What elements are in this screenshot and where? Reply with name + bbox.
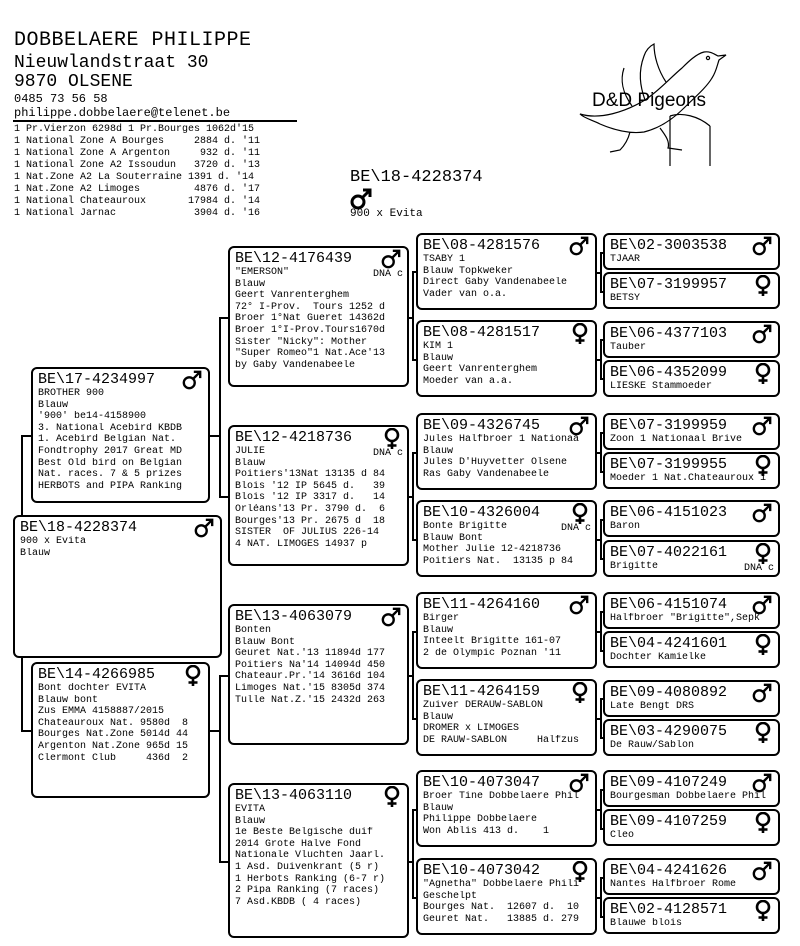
ring-number: BE\04-4241601 (610, 635, 728, 652)
info-line: Birger (423, 613, 460, 624)
info-line: Blauw (423, 352, 454, 364)
info-line: Inteelt Brigitte 161-07 (423, 636, 562, 648)
info-line: Orléans'13 Pr. 3790 d. 6 (235, 503, 386, 515)
info-line: Blauw (235, 457, 266, 469)
connector-line (600, 252, 602, 291)
info-line: Bonten (235, 625, 272, 636)
ring-number: BE\08-4281517 (423, 324, 541, 341)
connector-line (409, 317, 412, 319)
info-line: Vader van o.a. (423, 288, 508, 300)
logo-text: D&D Pigeons (592, 90, 707, 111)
pedigree-box-ffm (416, 320, 597, 397)
pedigree-box-fmmf (603, 500, 780, 537)
ring-number: BE\17-4234997 (38, 371, 156, 388)
info-line: Dochter Kamielke (610, 652, 707, 663)
info-line: Blauw (20, 547, 51, 559)
info-line: Nationale Vluchten Jaarl. (235, 850, 386, 862)
pedigree-box-mmfm (603, 809, 780, 846)
male-icon (752, 236, 772, 256)
connector-line (210, 435, 219, 437)
connector-line (597, 631, 600, 633)
male-icon (752, 324, 772, 344)
ring-number: BE\09-4326745 (423, 417, 541, 434)
owner-name: DOBBELAERE PHILIPPE (14, 29, 252, 52)
achievement-item: 1 National Zone A2 Issoudun 3720 d. '13 (14, 160, 261, 171)
info-line: 3. National Acebird KBDB (38, 422, 183, 434)
achievement-item: 1 Pr.Vierzon 6298d 1 Pr.Bourges 1062d'15 (14, 124, 255, 135)
pedigree-box-ffmf (603, 321, 780, 358)
female-icon (571, 682, 589, 704)
pedigree-box-ffff (603, 233, 780, 270)
pedigree-box-mfmf (603, 680, 780, 717)
pedigree-box-mfm (416, 679, 597, 756)
dna-badge: DNA c (372, 448, 403, 459)
info-line: Nantes Halfbroer Rome (610, 879, 737, 890)
connector-line (600, 789, 602, 828)
info-line: Poitiers Na'14 14094d 450 (235, 659, 386, 671)
ring-number: BE\07-3199957 (610, 276, 728, 293)
info-line: Direct Gaby Vandenabeele (423, 277, 568, 289)
connector-line (600, 339, 602, 378)
info-line: Blauw (423, 624, 454, 636)
male-icon (752, 416, 772, 436)
connector-line (21, 435, 31, 437)
ring-number: BE\12-4218736 (235, 429, 353, 446)
info-line: Halfbroer "Brigitte",Sepk (610, 613, 761, 624)
pedigree-box-fff (416, 233, 597, 310)
info-line: Bonte Brigitte (423, 521, 508, 532)
pedigree-box-mffm (603, 631, 780, 668)
ring-number: BE\10-4326004 (423, 504, 541, 521)
info-line: 900 x Evita (20, 536, 87, 547)
pedigree-box-fm (228, 425, 409, 566)
ring-number: BE\09-4107249 (610, 774, 728, 791)
owner-email: philippe.dobbelaere@telenet.be (14, 106, 231, 120)
dna-badge: DNA c (560, 523, 591, 534)
female-icon (754, 363, 772, 385)
info-line: Best Old bird on Belgian (38, 457, 183, 469)
ring-number: BE\12-4176439 (235, 250, 353, 267)
info-line: Baron (610, 521, 641, 532)
info-line: '900' be14-4158900 (38, 411, 147, 423)
female-icon (754, 900, 772, 922)
info-line: De Rauw/Sablon (610, 740, 695, 751)
pedigree-box-mmm (416, 858, 597, 935)
info-line: Fondtrophy 2017 Great MD (38, 445, 183, 457)
connector-line (600, 877, 602, 916)
info-line: Geert Vanrenterghem (235, 290, 350, 302)
info-line: SISTER OF JULIUS 226-14 (235, 527, 380, 539)
info-line: Blauw Bont (235, 636, 296, 648)
dna-badge: DNA c (372, 269, 403, 280)
info-line: Brigitte (610, 561, 659, 572)
connector-line (409, 861, 412, 863)
info-line: Clermont Club 436d 2 (38, 752, 189, 764)
pedigree-box-mmmm (603, 897, 780, 934)
pedigree-box-mfmm (603, 719, 780, 756)
male-icon (752, 683, 772, 703)
info-line: Chateaur.Pr.'14 3616d 104 (235, 671, 386, 683)
ring-number: BE\07-3199959 (610, 417, 728, 434)
info-line: 1e Beste Belgische duif (235, 827, 374, 839)
info-line: JULIE (235, 446, 266, 457)
pedigree-box-mm (228, 783, 409, 938)
info-line: Poitiers Nat. 13135 p 84 (423, 555, 574, 567)
ring-number: BE\06-4151023 (610, 504, 728, 521)
info-line: Blauw (423, 802, 454, 814)
info-line: Tulle Nat.Z.'15 2432d 263 (235, 694, 386, 706)
achievements-list (14, 124, 260, 220)
pedigree-box-fmm (416, 500, 597, 577)
connector-line (21, 730, 31, 732)
pedigree-box-fmfm (603, 452, 780, 489)
info-line: 1. Acebird Belgian Nat. (38, 434, 177, 446)
male-icon (569, 416, 589, 436)
male-icon (182, 370, 202, 390)
info-line: 2014 Grote Halve Fond (235, 838, 362, 850)
connector-line (219, 317, 228, 319)
info-line: "Super Romeo"1 Nat.Ace'13 (235, 348, 386, 360)
info-line: Geuret Nat. 13885 d. 279 (423, 913, 580, 925)
female-icon (571, 861, 589, 883)
info-line: 1 Asd. Duivenkrant (5 r) (235, 861, 380, 873)
connector-line (210, 730, 219, 732)
owner-city: 9870 OLSENE (14, 72, 133, 92)
info-line: Bourges Nat.Zone 5014d 44 (38, 729, 189, 741)
female-icon (754, 455, 772, 477)
info-line: TJAAR (610, 254, 641, 265)
female-icon (754, 543, 772, 565)
info-line: 4 NAT. LIMOGES 14937 p (235, 538, 368, 550)
info-line: "Agnetha" Dobbelaere Phili (423, 879, 580, 890)
info-line: Zoon 1 Nationaal Brive (610, 434, 743, 445)
header-divider (13, 120, 297, 122)
connector-line (597, 452, 600, 454)
pedigree-box-mf (228, 604, 409, 745)
ring-number: BE\07-4022161 (610, 544, 728, 561)
ring-number: BE\02-3003538 (610, 237, 728, 254)
info-line: Limoges Nat.'15 8305d 374 (235, 682, 386, 694)
header-ring: BE\18-4228374 (350, 168, 483, 187)
dna-badge: DNA c (743, 563, 774, 574)
info-line: Geschelpt (423, 890, 478, 902)
connector-line (412, 809, 414, 897)
info-line: Blauwe blois (610, 918, 683, 929)
ring-number: BE\09-4107259 (610, 813, 728, 830)
info-line: 2 de Olympic Poznan '11 (423, 647, 562, 659)
pedigree-box-fffm (603, 272, 780, 309)
connector-line (597, 809, 600, 811)
connector-line (219, 317, 221, 496)
info-line: BROTHER 900 (38, 388, 105, 399)
info-line: 2 Pipa Ranking (7 races) (235, 885, 380, 897)
info-line: Moeder 1 Nat.Chateauroux 1 (610, 473, 767, 484)
ring-number: BE\10-4073042 (423, 862, 541, 879)
connector-line (600, 432, 602, 471)
info-line: Geert Vanrenterghem (423, 364, 538, 376)
info-line: Broer Tine Dobbelaere Phil (423, 791, 580, 802)
male-icon (752, 861, 772, 881)
info-line: Bourges'13 Pr. 2675 d 18 (235, 515, 386, 527)
achievement-item: 1 Nat.Zone A2 Limoges 4876 d. '17 (14, 184, 261, 195)
connector-line (597, 718, 600, 720)
info-line: Poitiers'13Nat 13135 d 84 (235, 469, 386, 481)
info-line: Broer 1°I-Prov.Tours1670d (235, 324, 386, 336)
male-icon (194, 518, 214, 538)
achievement-item: 1 Nat.Zone A2 La Souterraine 1391 d. '14 (14, 172, 255, 183)
ring-number: BE\14-4266985 (38, 666, 156, 683)
header-parents: 900 x Evita (350, 208, 423, 220)
info-line: Tauber (610, 342, 647, 353)
connector-line (600, 519, 602, 558)
connector-line (219, 675, 221, 861)
ring-number: BE\06-4352099 (610, 364, 728, 381)
info-line: Zus EMMA 4158887/2015 (38, 706, 165, 718)
info-line: Jules D'Huyvetter Olsene (423, 457, 568, 469)
achievement-item: 1 National Chateauroux 17984 d. '14 (14, 196, 261, 207)
info-line: BETSY (610, 293, 641, 304)
info-line: Blauw bont (38, 694, 99, 706)
info-line: Geuret Nat.'13 11894d 177 (235, 648, 386, 660)
owner-street: Nieuwlandstraat 30 (14, 53, 209, 73)
connector-line (600, 611, 602, 650)
info-line: 1 Herbots Ranking (6-7 r) (235, 873, 386, 885)
pedigree-box-mmmf (603, 858, 780, 895)
ring-number: BE\02-4128571 (610, 901, 728, 918)
connector-line (409, 675, 412, 677)
female-icon (383, 786, 401, 808)
info-line: Argenton Nat.Zone 965d 15 (38, 740, 189, 752)
pedigree-box-fmf (416, 413, 597, 490)
info-line: 72° I-Prov. Tours 1252 d (235, 301, 386, 313)
ring-number: BE\18-4228374 (20, 519, 138, 536)
pedigree-box-ff (228, 246, 409, 387)
female-icon (184, 665, 202, 687)
connector-line (219, 496, 228, 498)
ring-number: BE\04-4241626 (610, 862, 728, 879)
info-line: Chateauroux Nat. 9580d 8 (38, 717, 189, 729)
info-line: Blauw (235, 278, 266, 290)
female-icon (754, 812, 772, 834)
ring-number: BE\06-4151074 (610, 596, 728, 613)
info-line: Bont dochter EVITA (38, 683, 147, 694)
pedigree-box-f (31, 367, 210, 503)
info-line: Blauw Bont (423, 532, 484, 544)
pedigree-box-mfff (603, 592, 780, 629)
info-line: Bourgesman Dobbelaere Phil (610, 791, 767, 802)
info-line: Blois '12 IP 3317 d. 14 (235, 492, 386, 504)
achievement-item: 1 National Jarnac 3904 d. '16 (14, 208, 261, 219)
info-line: Mother Julie 12-4218736 (423, 544, 562, 556)
female-icon (571, 323, 589, 345)
info-line: Blois '12 IP 5645 d. 39 (235, 480, 386, 492)
info-line: Bourges Nat. 12607 d. 10 (423, 902, 580, 914)
info-line: Blauw (38, 399, 69, 411)
info-line: DE RAUW-SABLON Halfzus (423, 734, 580, 746)
connector-line (412, 452, 414, 539)
male-icon (752, 773, 772, 793)
ring-number: BE\03-4290075 (610, 723, 728, 740)
ring-number: BE\08-4281576 (423, 237, 541, 254)
info-line: Zuiver DERAUW-SABLON (423, 700, 544, 711)
male-icon (381, 607, 401, 627)
owner-phone: 0485 73 56 58 (14, 92, 108, 106)
info-line: Jules Halfbroer 1 Nationaa (423, 434, 580, 445)
info-line: Blauw Topkweker (423, 265, 514, 277)
pedigree-box-main (13, 515, 222, 658)
connector-line (412, 631, 414, 718)
info-line: TSABY 1 (423, 254, 466, 265)
info-line: HERBOTS and PIPA Ranking (38, 480, 183, 492)
connector-line (219, 861, 228, 863)
ring-number: BE\09-4080892 (610, 684, 728, 701)
female-icon (754, 722, 772, 744)
info-line: Late Bengt DRS (610, 701, 695, 712)
info-line: by Gaby Vandenabeele (235, 359, 356, 371)
ring-number: BE\13-4063110 (235, 787, 353, 804)
info-line: Broer 1°Nat Gueret 14362d (235, 313, 386, 325)
female-icon (383, 428, 401, 450)
info-line: Nat. races. 7 & 5 prizes (38, 469, 183, 481)
connector-line (597, 272, 600, 274)
pedigree-box-m (31, 662, 210, 798)
logo (570, 42, 735, 167)
pedigree-box-mmff (603, 770, 780, 807)
female-icon (754, 634, 772, 656)
female-icon (571, 503, 589, 525)
female-icon (754, 275, 772, 297)
achievement-item: 1 National Zone A Argenton 932 d. '11 (14, 148, 261, 159)
ring-number: BE\11-4264159 (423, 683, 541, 700)
pedigree-box-mmf (416, 770, 597, 847)
info-line: "EMERSON" (235, 267, 290, 278)
connector-line (597, 897, 600, 899)
info-line: LIESKE Stammoeder (610, 381, 713, 392)
ring-number: BE\11-4264160 (423, 596, 541, 613)
info-line: Cleo (610, 830, 635, 841)
male-icon (752, 503, 772, 523)
info-line: DROMER x LIMOGES (423, 723, 520, 735)
connector-line (597, 539, 600, 541)
info-line: KIM 1 (423, 341, 454, 352)
connector-line (219, 675, 228, 677)
connector-line (409, 496, 412, 498)
male-icon (569, 595, 589, 615)
male-icon (569, 236, 589, 256)
info-line: Moeder van a.a. (423, 375, 514, 387)
ring-number: BE\10-4073047 (423, 774, 541, 791)
connector-line (600, 698, 602, 737)
info-line: EVITA (235, 804, 266, 815)
info-line: Blauw (423, 445, 454, 457)
info-line: Blauw (235, 815, 266, 827)
info-line: Sister "Nicky": Mother (235, 336, 368, 348)
male-icon (381, 249, 401, 269)
ring-number: BE\06-4377103 (610, 325, 728, 342)
pedigree-box-fmff (603, 413, 780, 450)
info-line: Ras Gaby Vandenabeele (423, 468, 550, 480)
male-icon (752, 595, 772, 615)
ring-number: BE\13-4063079 (235, 608, 353, 625)
info-line: Blauw (423, 711, 454, 723)
info-line: Won Ablis 413 d. 1 (423, 825, 550, 837)
info-line: Philippe Dobbelaere (423, 814, 538, 826)
info-line: 7 Asd.KBDB ( 4 races) (235, 896, 362, 908)
achievement-item: 1 National Zone A Bourges 2884 d. '11 (14, 136, 261, 147)
pedigree-box-ffmm (603, 360, 780, 397)
ring-number: BE\07-3199955 (610, 456, 728, 473)
pedigree-box-fmmm (603, 540, 780, 577)
pedigree-box-mff (416, 592, 597, 669)
male-icon (569, 773, 589, 793)
connector-line (412, 271, 414, 359)
connector-line (597, 359, 600, 361)
